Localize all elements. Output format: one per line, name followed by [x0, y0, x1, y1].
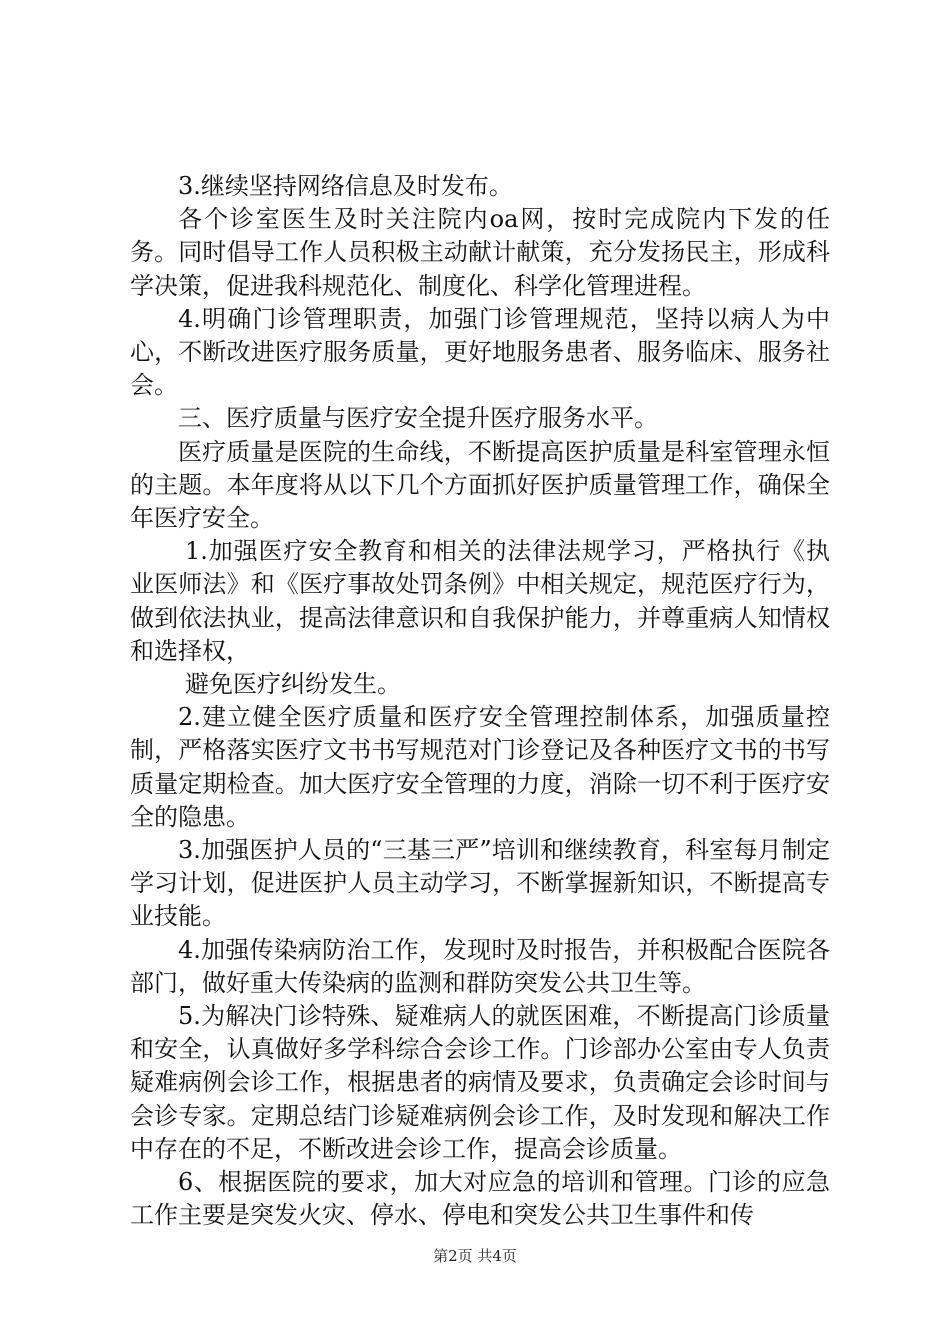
paragraph: 5.为解决门诊特殊、疑难病人的就医困难，不断提高门诊质量和安全，认真做好多学科综合会诊工作。门诊部办公室由专人负责疑难病例会诊工作，根据患者的病情及要求，负责确定会诊时间与会诊专家。定期总结门诊疑难病例会诊工作，及时发现和解决工作中存在的不足，不断改进会诊工作，提高会诊质量。 [130, 1002, 830, 1163]
paragraph: 医疗质量是医院的生命线，不断提高医护质量是科室管理永恒的主题。本年度将从以下几个方面抓好医护质量管理工作，确保全年医疗安全。 [130, 437, 830, 533]
paragraph: 6、根据医院的要求，加大对应急的培训和管理。门诊的应急工作主要是突发火灾、停水、停电和突发公共卫生事件和传 [130, 1168, 830, 1230]
document-body [130, 170, 830, 1233]
paragraph: 避免医疗纠纷发生。 [185, 670, 401, 699]
paragraph: 3.加强医护人员的“三基三严”培训和继续教育，科室每月制定学习计划，促进医护人员主动学习，不断掌握新知识，不断提高专业技能。 [130, 836, 830, 931]
paragraph: 4.明确门诊管理职责，加强门诊管理规范，坚持以病人为中心，不断改进医疗服务质量，更好地服务患者、服务临床、服务社会。 [130, 304, 830, 400]
paragraph: 各个诊室医生及时关注院内oa网，按时完成院内下发的任务。同时倡导工作人员积极主动献计献策，充分发扬民主，形成科学决策，促进我科规范化、制度化、科学化管理进程。 [130, 205, 830, 300]
paragraph: 2.建立健全医疗质量和医疗安全管理控制体系，加强质量控制，严格落实医疗文书书写规范对门诊登记及各种医疗文书的书写质量定期检查。加大医疗安全管理的力度，消除一切不利于医疗安全的隐患。 [130, 703, 830, 831]
paragraph: 1.加强医疗安全教育和相关的法律法规学习，严格执行《执业医师法》和《医疗事故处罚条例》中相关规定，规范医疗行为，做到依法执业，提高法律意识和自我保护能力，并尊重病人知情权和选择权， [130, 537, 830, 665]
paragraph: 4.加强传染病防治工作，发现时及时报告，并积极配合医院各部门，做好重大传染病的监测和群防突发公共卫生等。 [130, 935, 830, 997]
section-heading: 三、医疗质量与医疗安全提升医疗服务水平。 [178, 404, 658, 433]
page-footer: 第2页 共4页 [433, 1247, 517, 1265]
paragraph: 3.继续坚持网络信息及时发布。 [178, 172, 513, 200]
